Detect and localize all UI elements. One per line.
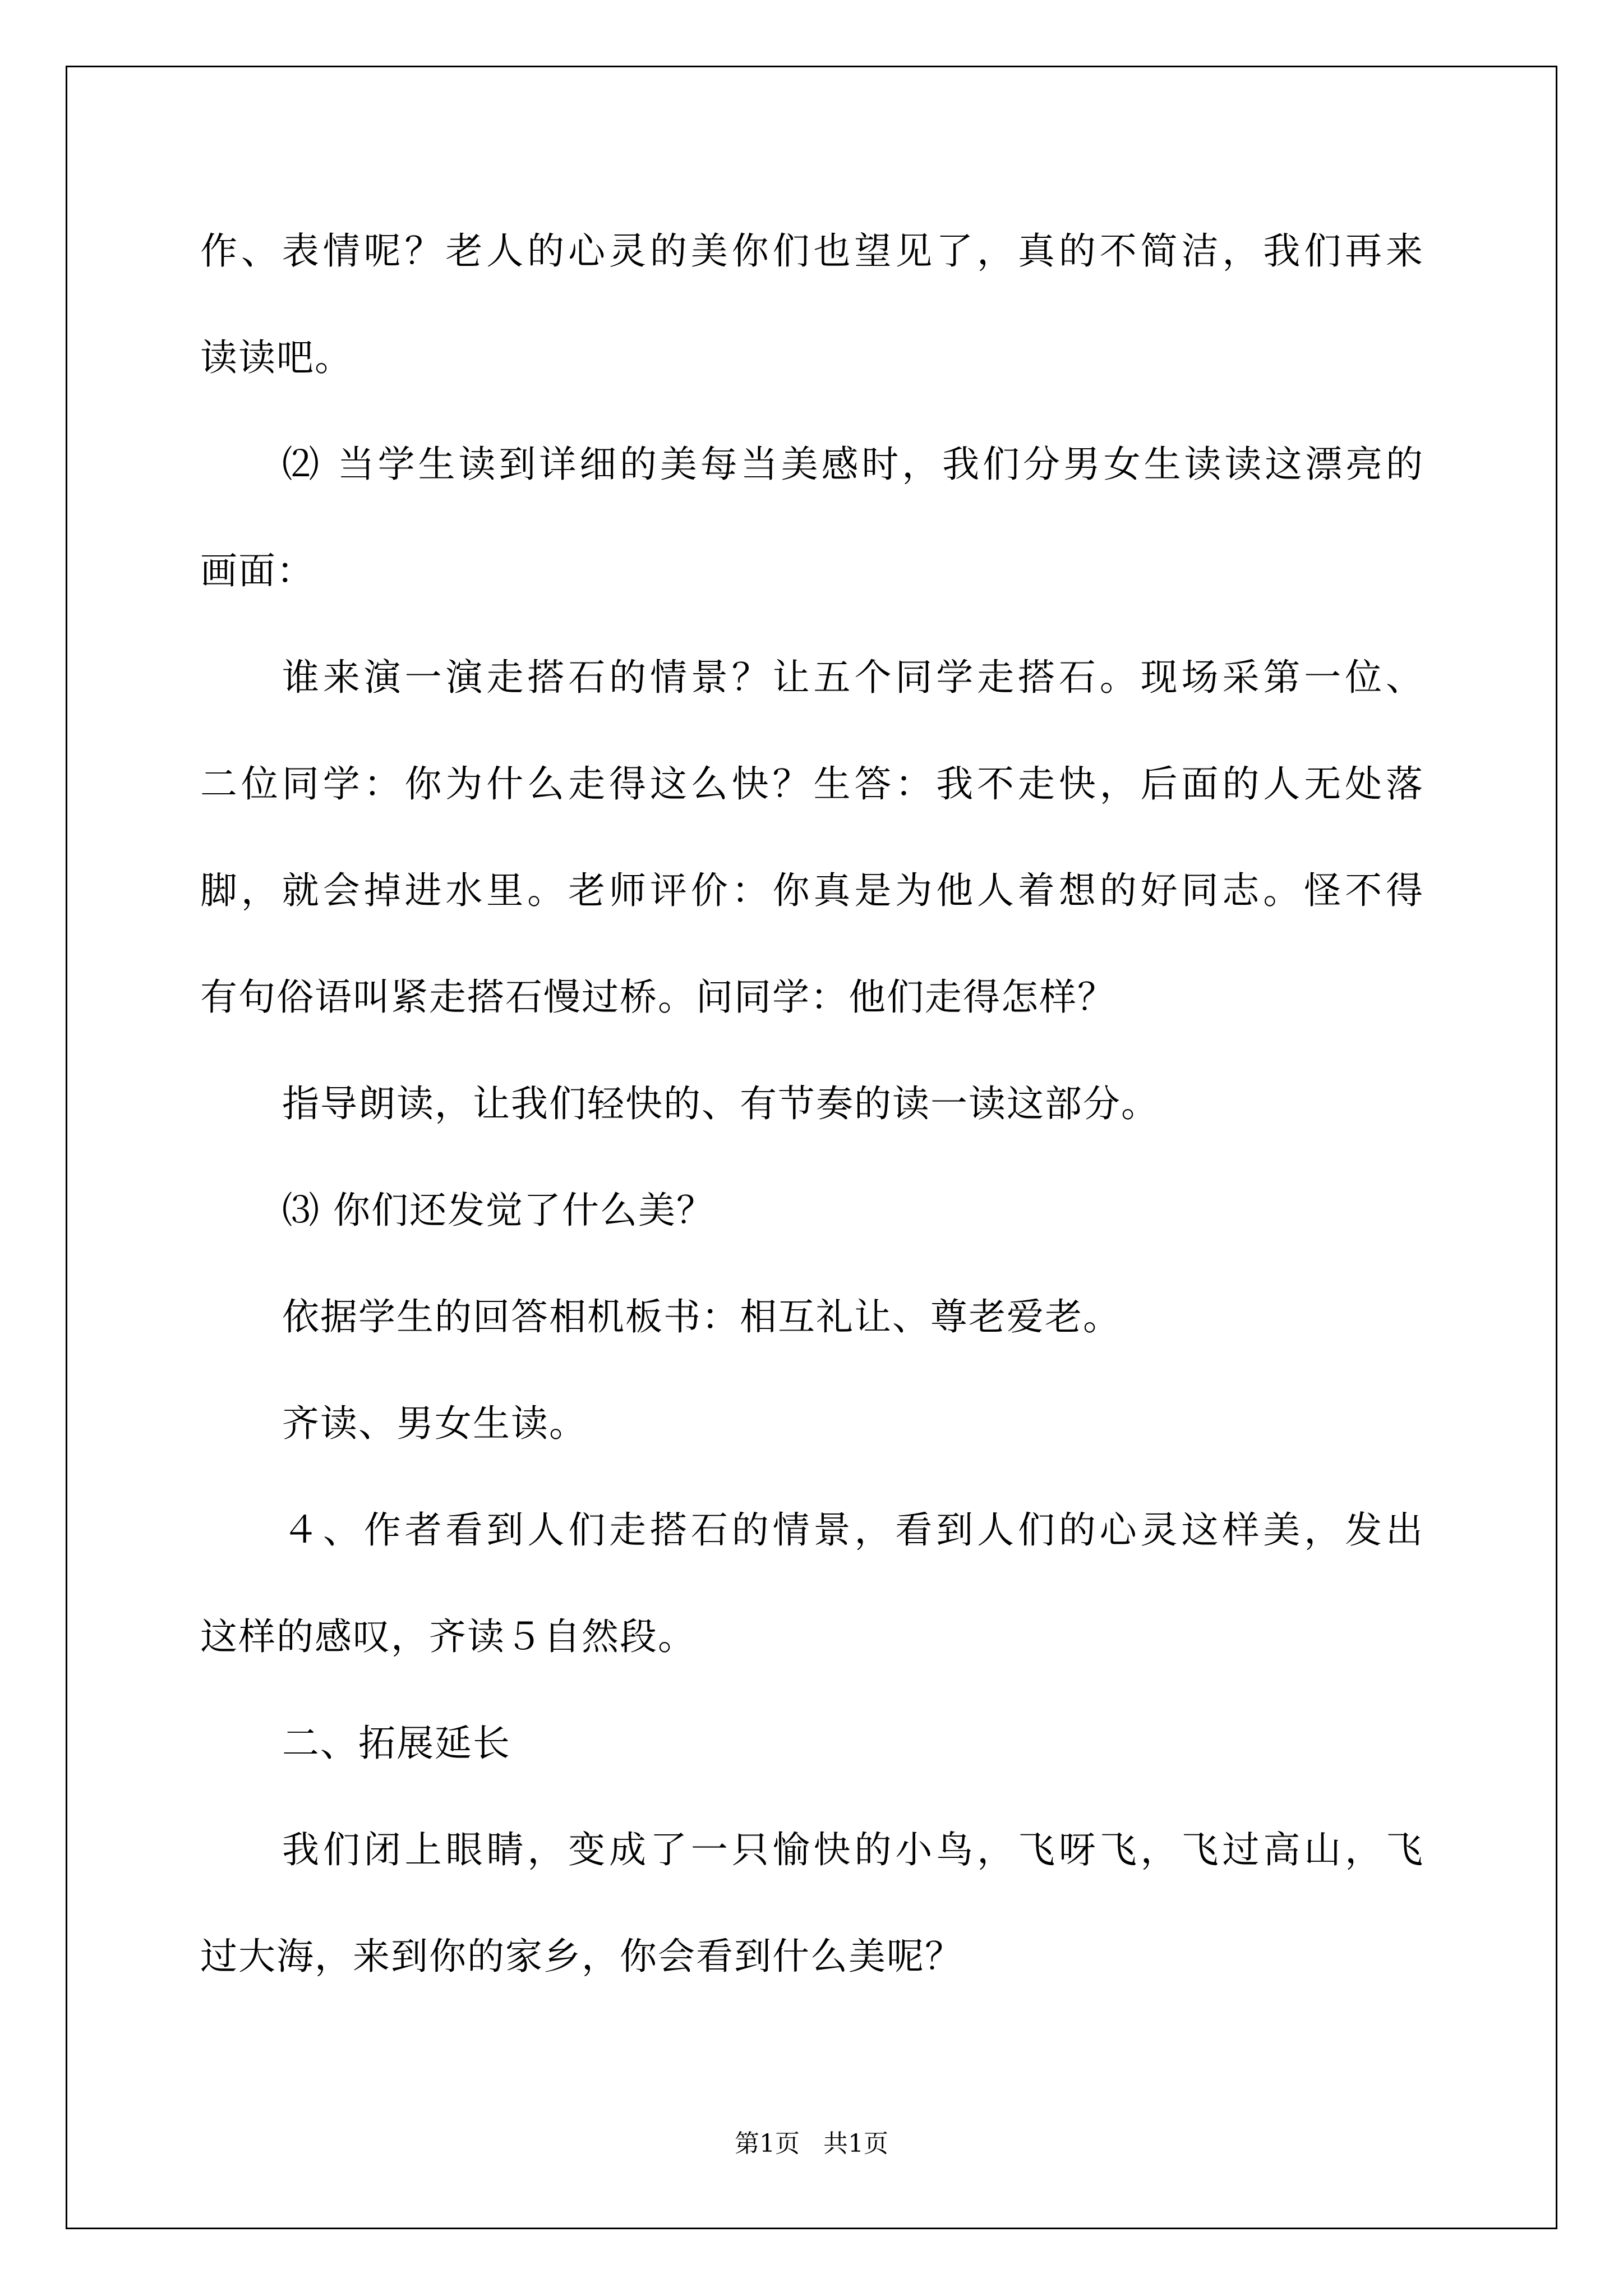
page-footer: 第1页 共1页 (735, 2129, 888, 2158)
text-line: 这样的感叹，齐读５自然段。 (200, 1615, 696, 1658)
text-line: 谁来演一演走搭石的情景？让五个同学走搭石。现场采第一位、 (282, 656, 1423, 699)
text-line: 过大海，来到你的家乡，你会看到什么美呢？ (200, 1935, 963, 1978)
text-line: 我们闭上眼睛，变成了一只愉快的小鸟，飞呀飞，飞过高山，飞 (282, 1828, 1423, 1871)
text-line: 画面： (200, 549, 315, 592)
text-line: 有句俗语叫紧走搭石慢过桥。问同学：他们走得怎样？ (200, 976, 1115, 1019)
page-border (66, 66, 1557, 2229)
text-line: 指导朗读，让我们轻快的、有节奏的读一读这部分。 (282, 1082, 1159, 1125)
text-line: ⑶ 你们还发觉了什么美？ (282, 1189, 714, 1232)
text-line: ４、作者看到人们走搭石的情景，看到人们的心灵这样美，发出 (282, 1508, 1423, 1552)
text-line: 依据学生的回答相机板书：相互礼让、尊老爱老。 (282, 1295, 1121, 1338)
text-line: 读读吧。 (200, 336, 353, 379)
text-line: 二位同学：你为什么走得这么快？生答：我不走快，后面的人无处落 (200, 762, 1423, 806)
text-line: 脚，就会掉进水里。老师评价：你真是为他人着想的好同志。怪不得 (200, 869, 1423, 912)
text-line: 作、表情呢？老人的心灵的美你们也望见了，真的不简洁，我们再来 (200, 229, 1423, 273)
text-line: ⑵ 当学生读到详细的美每当美感时，我们分男女生读读这漂亮的 (282, 443, 1423, 486)
text-line: 齐读、男女生读。 (282, 1402, 587, 1445)
section-heading: 二、拓展延长 (282, 1722, 511, 1765)
